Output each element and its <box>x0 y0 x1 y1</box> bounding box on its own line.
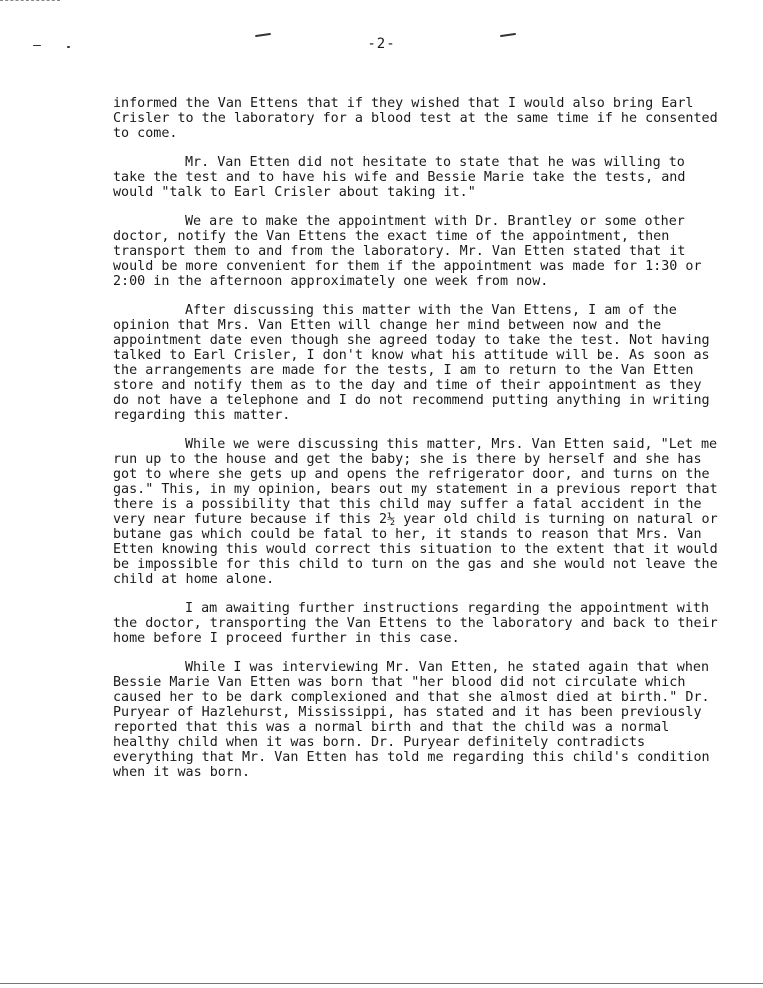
paragraph-text: After discussing this matter with the Van Ettens, I am of the opinion that Mrs. Van Etten will change her mind between now and the appointment date even though she agreed today to take the test. Not having talked to Earl Crisler, I don't know what his attitude will be. As soon as the arrangements are made for the tests, I am to return to the Van Etten store and notify them as to the day and time of their appointment as they do not have a telephone and I do not recommend putting anything in writing regarding this matter. <box>113 303 718 423</box>
paragraph-2 <box>113 155 723 200</box>
page-number: -2- <box>367 36 396 52</box>
paragraph-3 <box>113 214 723 289</box>
top-edge-mark <box>0 0 60 1</box>
paragraph-1 <box>113 96 726 141</box>
paragraph-text: informed the Van Ettens that if they wished that I would also bring Earl Crisler to the laboratory for a blood test at the same time if he consented to come. <box>113 96 726 141</box>
paragraph-text: I am awaiting further instructions regarding the appointment with the doctor, transporting the Van Ettens to the laboratory and back to their home before I proceed further in this case. <box>113 601 726 646</box>
paragraph-text: We are to make the appointment with Dr. Brantley or some other doctor, notify the Van Ettens the exact time of the appointment, then transport them to and from the laboratory. Mr. Van Etten stated that it would be more convenient for them if the appointment was made for 1:30 or 2:00 in the afternoon approximately one week from now. <box>113 214 710 289</box>
paragraph-4 <box>113 303 723 423</box>
paragraph-5 <box>113 437 726 587</box>
report-body <box>113 96 726 794</box>
paragraph-6 <box>113 601 726 646</box>
bottom-edge-line <box>0 983 763 984</box>
paragraph-text: While I was interviewing Mr. Van Etten, he stated again that when Bessie Marie Van Etten was born that "her blood did not circulate which caused her to be dark complexioned and that she almost died at birth." Dr. Puryear of Hazlehurst, Mississippi, has stated and it has been previously reported that this was a normal birth and that the child was a normal healthy child when it was born. Dr. Puryear definitely contradicts everything that Mr. Van Etten has told me regarding this child's condition when it was born. <box>113 660 718 780</box>
paragraph-text: Mr. Van Etten did not hesitate to state that he was willing to take the test and to have his wife and Bessie Marie take the tests, and would "talk to Earl Crisler about taking it." <box>113 155 694 200</box>
paragraph-text: While we were discussing this matter, Mrs. Van Etten said, "Let me run up to the house and get the baby; she is there by herself and she has got to where she gets up and opens the refrigerator door, and turns on the gas." This, in my opinion, bears out my statement in a previous report that there is a possibility that this child may suffer a fatal accident in the very near future because if this 2½ year old child is turning on natural or butane gas which could be fatal to her, it stands to reason that Mrs. Van Etten knowing this would correct this situation to the extent that it would be impossible for this child to turn on the gas and she would not leave the child at home alone. <box>113 437 726 587</box>
paragraph-7 <box>113 660 723 780</box>
